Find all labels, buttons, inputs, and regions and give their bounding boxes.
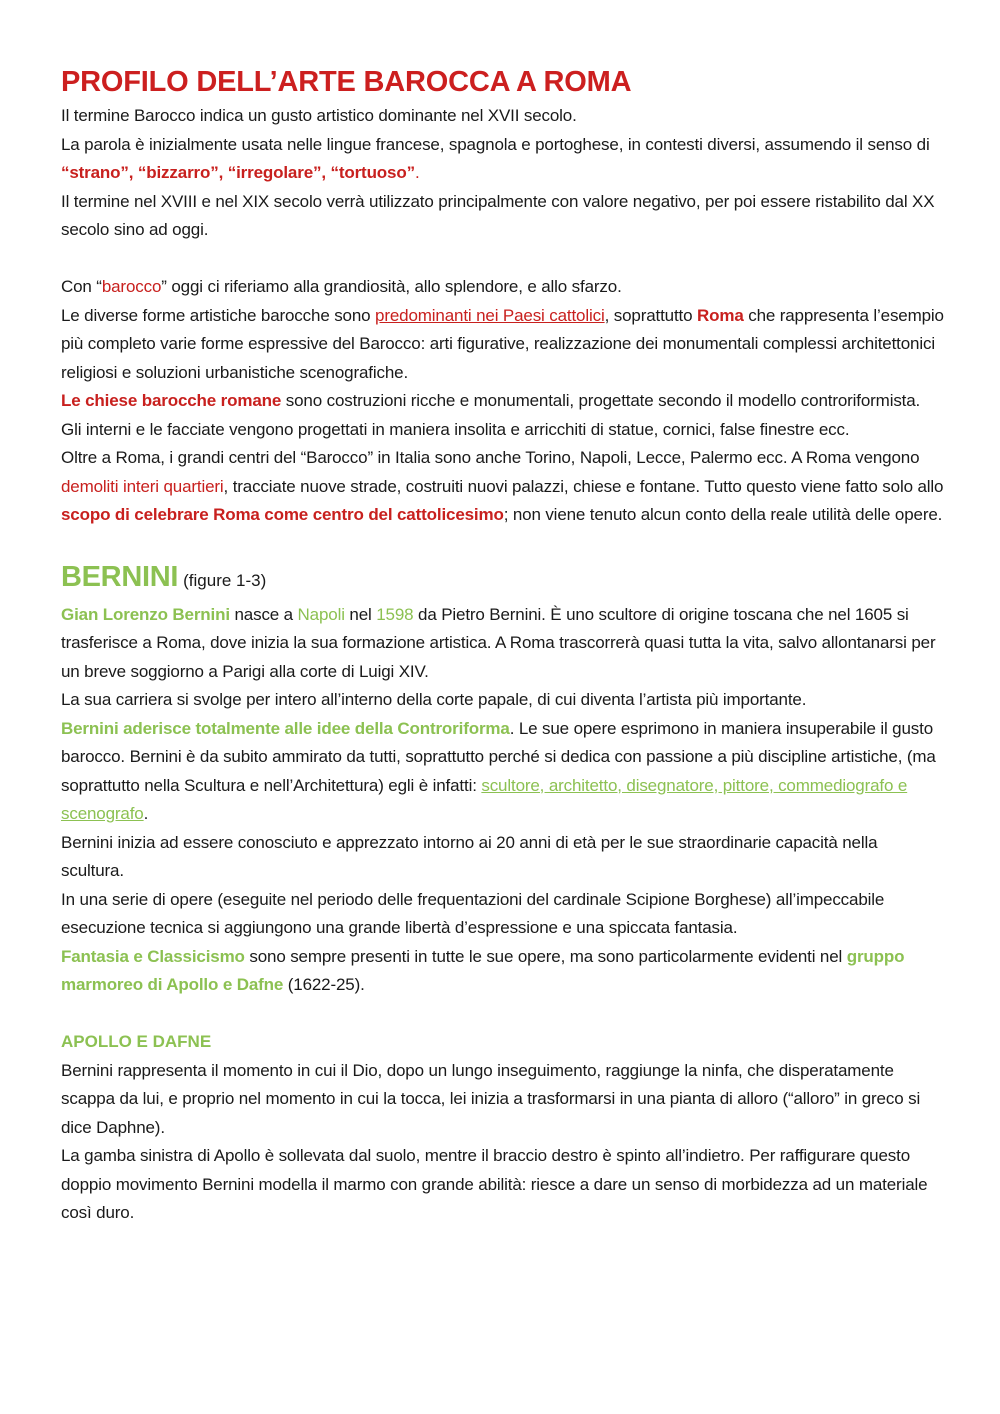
text-run: ” oggi ci riferiamo alla grandiosità, allo splendore, e allo sfarzo. — [161, 277, 622, 296]
apollo-paragraph-2: La gamba sinistra di Apollo è sollevata dal suolo, mentre il braccio destro è spinto all’indietro. Per raffigurare questo doppio movimento Bernini modella il marmo con grande abilità: riesce a dare un senso di morbidezza ad un materiale così duro. — [61, 1146, 928, 1222]
bernini-paragraph-4: Bernini inizia ad essere conosciuto e apprezzato intorno ai 20 anni di età per le sue straordinarie capacità nella scultura. — [61, 832, 878, 880]
paragraph-gap — [61, 1000, 944, 1029]
text-run: . — [143, 804, 149, 823]
bernini-paragraph-3 — [61, 715, 944, 829]
underlined-highlight: scultore, architetto, disegnatore, pittore, commediografo e scenografo — [61, 775, 908, 823]
barocco-paragraph-3 — [61, 387, 944, 444]
text-run: che rappresenta l’esempio più completo varie forme espressive del Barocco: arti figurative, realizzazione dei monumentali complessi architettonici religiosi e soluzioni urbanistiche scenografiche. — [61, 305, 944, 382]
highlight-text: Roma — [697, 305, 744, 325]
barocco-section — [61, 273, 944, 530]
highlight-text: Bernini aderisce totalmente alle idee della Controriforma — [61, 718, 510, 738]
subsection-heading: APOLLO E DAFNE — [61, 1032, 212, 1051]
bernini-paragraph-1 — [61, 601, 944, 687]
intro-paragraph-2 — [61, 131, 944, 188]
bernini-paragraph-6 — [61, 943, 944, 1000]
highlight-text: 1598 — [376, 604, 414, 624]
paragraph-gap — [61, 245, 944, 274]
bernini-section — [61, 601, 944, 1000]
highlight-text: Fantasia e Classicismo — [61, 946, 245, 966]
text-run: sono sempre presenti in tutte le sue opere, ma sono particolarmente evidenti nel — [244, 946, 847, 966]
text-run: nasce a — [229, 604, 298, 624]
highlight-text: gruppo marmoreo di Apollo e Dafne — [61, 946, 905, 994]
highlight-text: barocco — [101, 277, 162, 296]
page-title: PROFILO DELL’ARTE BAROCCA A ROMA — [61, 66, 632, 98]
text-run: Con “ — [61, 277, 102, 296]
text-run: Oltre a Roma, i grandi centri del “Barocco” in Italia sono anche Torino, Napoli, Lecce, Palermo ecc. A Roma vengono — [61, 448, 920, 467]
text-run: . Le sue opere esprimono in maniera insuperabile il gusto barocco. Bernini è da subito ammirato da tutti, soprattutto perché si dedica con passione a più discipline artistiche, (ma soprattutto nella Scultura e nell’Architettura) egli è infatti: — [61, 718, 936, 795]
text-run: nel — [344, 604, 377, 624]
text-run: da Pietro Bernini. È uno scultore di origine toscana che nel 1605 si trasferisce a Roma, dove inizia la sua formazione artistica. A Roma trascorrerà quasi tutta la vita, salvo allontanarsi per un breve soggiorno a Parigi alla corte di Luigi XIV. — [61, 604, 936, 681]
bernini-paragraph-5: In una serie di opere (eseguite nel periodo delle frequentazioni del cardinale Scipione Borghese) all’impeccabile esecuzione tecnica si aggiungono una grande libertà d’espressione e una spiccata fantasia. — [61, 889, 885, 937]
text-run: La parola è inizialmente usata nelle lingue francese, spagnola e portoghese, in contesti diversi, assumendo il senso di — [61, 134, 930, 154]
intro-paragraph-1: Il termine Barocco indica un gusto artistico dominante nel XVII secolo. — [61, 106, 577, 125]
apollo-paragraph-1: Bernini rappresenta il momento in cui il Dio, dopo un lungo inseguimento, raggiunge la ninfa, che disperatamente scappa da lui, e proprio nel momento in cui la tocca, lei inizia a trasformarsi in una pianta di alloro (“alloro” in greco si dice Daphne). — [61, 1060, 921, 1137]
text-run: Le diverse forme artistiche barocche sono — [61, 305, 376, 325]
underlined-highlight: predominanti nei Paesi cattolici — [375, 305, 605, 325]
section-heading: BERNINI — [61, 560, 179, 593]
intro-section — [61, 102, 944, 245]
figure-reference: (figure 1-3) — [183, 570, 267, 590]
highlight-text: Napoli — [297, 604, 345, 624]
text-run: , tracciate nuove strade, costruiti nuovi palazzi, chiese e fontane. Tutto questo viene fatto solo allo — [223, 476, 944, 496]
apollo-section — [61, 1028, 944, 1228]
text-run: . — [414, 163, 420, 182]
barocco-paragraph-2 — [61, 302, 944, 388]
text-run: (1622-25). — [283, 975, 365, 994]
highlight-text: “strano”, “bizzarro”, “irregolare”, “tortuoso” — [61, 163, 415, 182]
highlight-text: scopo di celebrare Roma come centro del cattolicesimo — [61, 505, 504, 524]
highlight-text: demoliti interi quartieri — [61, 476, 224, 496]
bernini-paragraph-2: La sua carriera si svolge per intero all’interno della corte papale, di cui diventa l’artista più importante. — [61, 690, 807, 709]
intro-paragraph-3: Il termine nel XVIII e nel XIX secolo verrà utilizzato principalmente con valore negativo, per poi essere ristabilito dal XX secolo sino ad oggi. — [61, 191, 935, 239]
highlight-text: Gian Lorenzo Bernini — [61, 604, 230, 624]
barocco-paragraph-1 — [61, 273, 944, 302]
barocco-paragraph-4 — [61, 444, 944, 530]
bernini-heading — [61, 555, 944, 599]
text-run: sono costruzioni ricche e monumentali, progettate secondo il modello controriformista. Gli interni e le facciate vengono progettati in maniera insolita e arricchiti di statue, cornici, false finestre ecc. — [61, 391, 921, 439]
highlight-text: Le chiese barocche romane — [61, 391, 282, 410]
text-run: , soprattutto — [604, 305, 697, 325]
text-run: ; non viene tenuto alcun conto della reale utilità delle opere. — [503, 505, 943, 524]
